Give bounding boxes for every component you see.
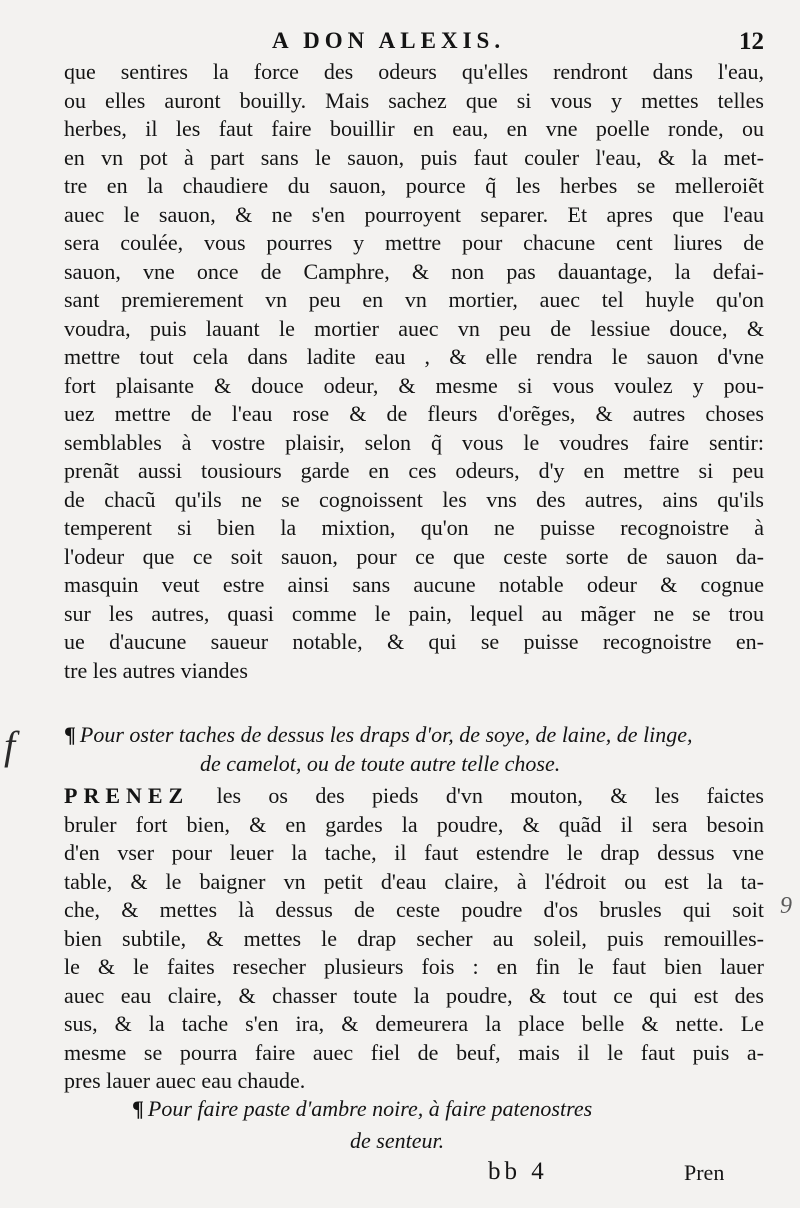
section-heading-amber-paste <box>132 1096 592 1122</box>
text-line: temperent si bien la mixtion, qu'on ne puisse recognoistre à <box>64 515 764 540</box>
text-line: d'en vser pour leuer la tache, il faut estendre le drap dessus vne <box>64 840 764 865</box>
text-line: auec le sauon, & ne s'en pourroyent separer. Et apres que l'eau <box>64 201 764 227</box>
catchword: Pren <box>684 1160 725 1185</box>
text-line: masquin veut estre ainsi sans aucune notable odeur & cognue <box>64 572 764 597</box>
text-line: table, & le baigner vn petit d'eau claire, à l'édroit ou est la ta- <box>64 868 764 894</box>
text-line: que sentires la force des odeurs qu'elles rendront dans l'eau, <box>64 59 764 84</box>
text-line: ou elles auront bouilly. Mais sachez que si vous y mettes telles <box>64 87 764 113</box>
text-line: bruler fort bien, & en gardes la poudre, & quãd il sera besoin <box>64 811 764 837</box>
pilcrow-mark: ¶ <box>132 1096 144 1121</box>
lead-word: PRENEZ <box>64 783 190 808</box>
text-line: fort plaisante & douce odeur, & mesme si vous voulez y pou- <box>64 372 764 398</box>
paragraph-soap-perfume <box>64 58 764 685</box>
heading-line: Pour oster taches de dessus les draps d'or, de soye, de laine, de linge, <box>79 722 693 747</box>
marginal-annotation-right: 9 <box>780 893 792 919</box>
text-line: mesme se pourra faire auec fiel de beuf, mais il le faut puis a- <box>64 1039 764 1065</box>
pilcrow-mark: ¶ <box>64 722 76 747</box>
text-line: semblables à vostre plaisir, selon q̃ vous le voudres faire sentir: <box>64 429 764 455</box>
paragraph-stain-removal <box>64 782 764 1096</box>
text-line: pres lauer auec eau chaude. <box>64 1068 306 1093</box>
text-line: sauon, vne once de Camphre, & non pas dauantage, la defai- <box>64 258 764 284</box>
text-line: le & le faites resecher plusieurs fois : en fin le faut bien lauer <box>64 954 764 979</box>
section-heading-amber-paste-continued <box>350 1128 444 1154</box>
text-line: ue d'aucune saueur notable, & qui se puisse recognoistre en- <box>64 629 764 654</box>
text-line: prenãt aussi tousiours garde en ces odeurs, d'y en mettre si peu <box>64 458 764 483</box>
text-line: sant premierement vn peu en vn mortier, auec tel huyle qu'on <box>64 287 764 312</box>
text-line: sus, & la tache s'en ira, & demeurera la place belle & nette. Le <box>64 1011 764 1036</box>
page-footer <box>0 1158 800 1192</box>
text-line: en vn pot à part sans le sauon, puis faut couler l'eau, & la met- <box>64 144 764 170</box>
section-heading-stains-continued <box>200 751 560 777</box>
running-head: A DON ALEXIS. <box>272 28 506 53</box>
text-line: che, & mettes là dessus de ceste poudre d'os brusles qui soit <box>64 897 764 922</box>
text-line: voudra, puis lauant le mortier auec vn peu de lessiue douce, & <box>64 315 764 341</box>
text-line: herbes, il les faut faire bouillir en eau, en vne poelle ronde, ou <box>64 116 764 141</box>
text-line: l'odeur que ce soit sauon, pour ce que ceste sorte de sauon da- <box>64 543 764 569</box>
text-line: de chacũ qu'ils ne se cognoissent les vns des autres, ains qu'ils <box>64 486 764 512</box>
heading-line: Pour faire paste d'ambre noire, à faire patenostres <box>147 1096 593 1121</box>
heading-line: de senteur. <box>350 1128 445 1153</box>
page-header <box>0 28 800 58</box>
text-line: bien subtile, & mettes le drap secher au soleil, puis remouilles- <box>64 925 764 951</box>
text-line: uez mettre de l'eau rose & de fleurs d'orẽges, & autres choses <box>64 401 764 426</box>
text-line: sera coulée, vous pourres y mettre pour chacune cent liures de <box>64 230 764 255</box>
page-number: 12 <box>739 28 764 55</box>
marginal-annotation-left: f <box>4 723 16 768</box>
text-line: mettre tout cela dans ladite eau , & elle rendra le sauon d'vne <box>64 344 764 369</box>
text-line: tre les autres viandes <box>64 657 248 683</box>
signature-mark: bb 4 <box>488 1158 548 1185</box>
text-line: sur les autres, quasi comme le pain, lequel au mãger ne se trou <box>64 600 764 626</box>
section-heading-stains <box>64 722 764 748</box>
text-line: tre en la chaudiere du sauon, pource q̃ les herbes se melleroiẽt <box>64 173 764 198</box>
text-line: auec eau claire, & chasser toute la poudre, & tout ce qui est des <box>64 982 764 1008</box>
text-span: les os des pieds d'vn mouton, & les faictes <box>216 783 764 808</box>
heading-line: de camelot, ou de toute autre telle chose. <box>200 751 561 776</box>
text-line <box>64 782 764 811</box>
